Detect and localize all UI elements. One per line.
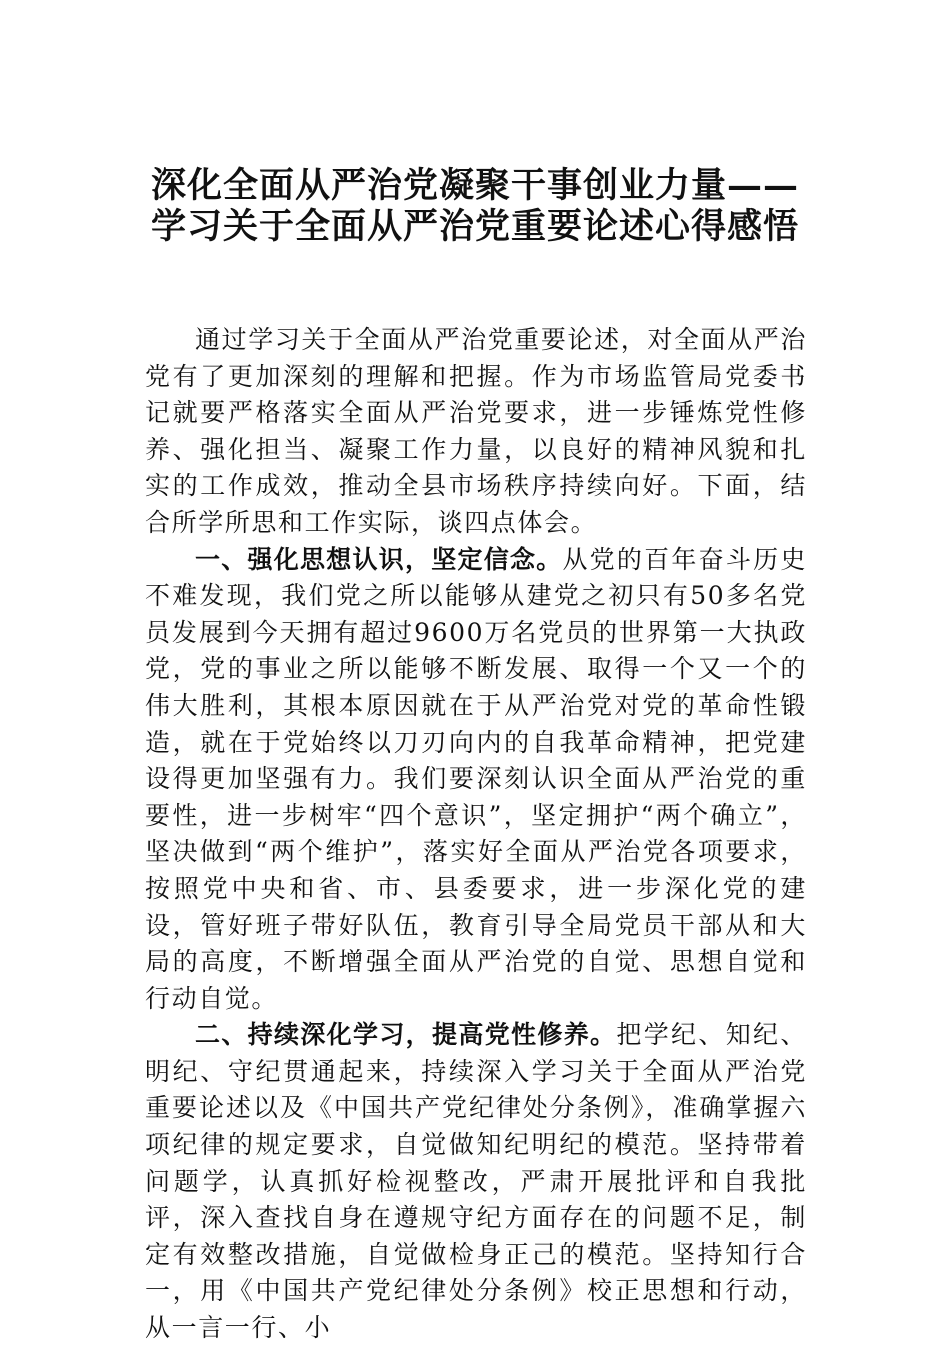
document-title-line-2: 学习关于全面从严治党重要论述心得感悟	[150, 206, 799, 247]
paragraph-text: 把学纪、知纪、明纪、守纪贯通起来，持续深入学习关于全面从严治党重要论述以及《中国共产党纪律处分条例》，准确掌握六项纪律的规定要求，自觉做知纪明纪的模范。坚持带着问题学，认真抓好检视整改，严肃开展批评和自我批评，深入查找自身在遵规守纪方面存在的问题不足，制定有效整改措施，自觉做检身正己的模范。坚持知行合一，用《中国共产党纪律处分条例》校正思想和行动，从一言一行、小	[145, 1020, 807, 1343]
paragraph-text: 从党的百年奋斗历史不难发现，我们党之所以能够从建党之初只有50多名党员发展到今天拥有超过9600万名党员的世界第一大执政党，党的事业之所以能够不断发展、取得一个又一个的伟大胜利，其根本原因就在于从严治党对党的革命性锻造，就在于党始终以刀刃向内的自我革命精神，把党建设得更加坚强有力。我们要深刻认识全面从严治党的重要性，进一步树牢“四个意识”，坚定拥护“两个确立”，坚决做到“两个维护”，落实好全面从严治党各项要求，按照党中央和省、市、县委要求，进一步深化党的建设，管好班子带好队伍，教育引导全局党员干部从和大局的高度，不断增强全面从严治党的自觉、思想自觉和行动自觉。	[145, 544, 807, 1013]
document-title-line-1: 深化全面从严治党凝聚干事创业力量——	[150, 165, 799, 206]
document-body	[145, 322, 807, 1347]
paragraph-section-1	[145, 542, 807, 1018]
paragraph-text: 通过学习关于全面从严治党重要论述，对全面从严治党有了更加深刻的理解和把握。作为市场监管局党委书记就要严格落实全面从严治党要求，进一步锤炼党性修养、强化担当、凝聚工作力量，以良好的精神风貌和扎实的工作成效，推动全县市场秩序持续向好。下面，结合所学所思和工作实际，谈四点体会。	[145, 325, 807, 537]
section-heading: 一、强化思想认识，坚定信念。	[195, 544, 563, 574]
paragraph-intro	[145, 322, 807, 542]
paragraph-section-2	[145, 1017, 807, 1346]
section-heading: 二、持续深化学习，提高党性修养。	[195, 1020, 617, 1050]
